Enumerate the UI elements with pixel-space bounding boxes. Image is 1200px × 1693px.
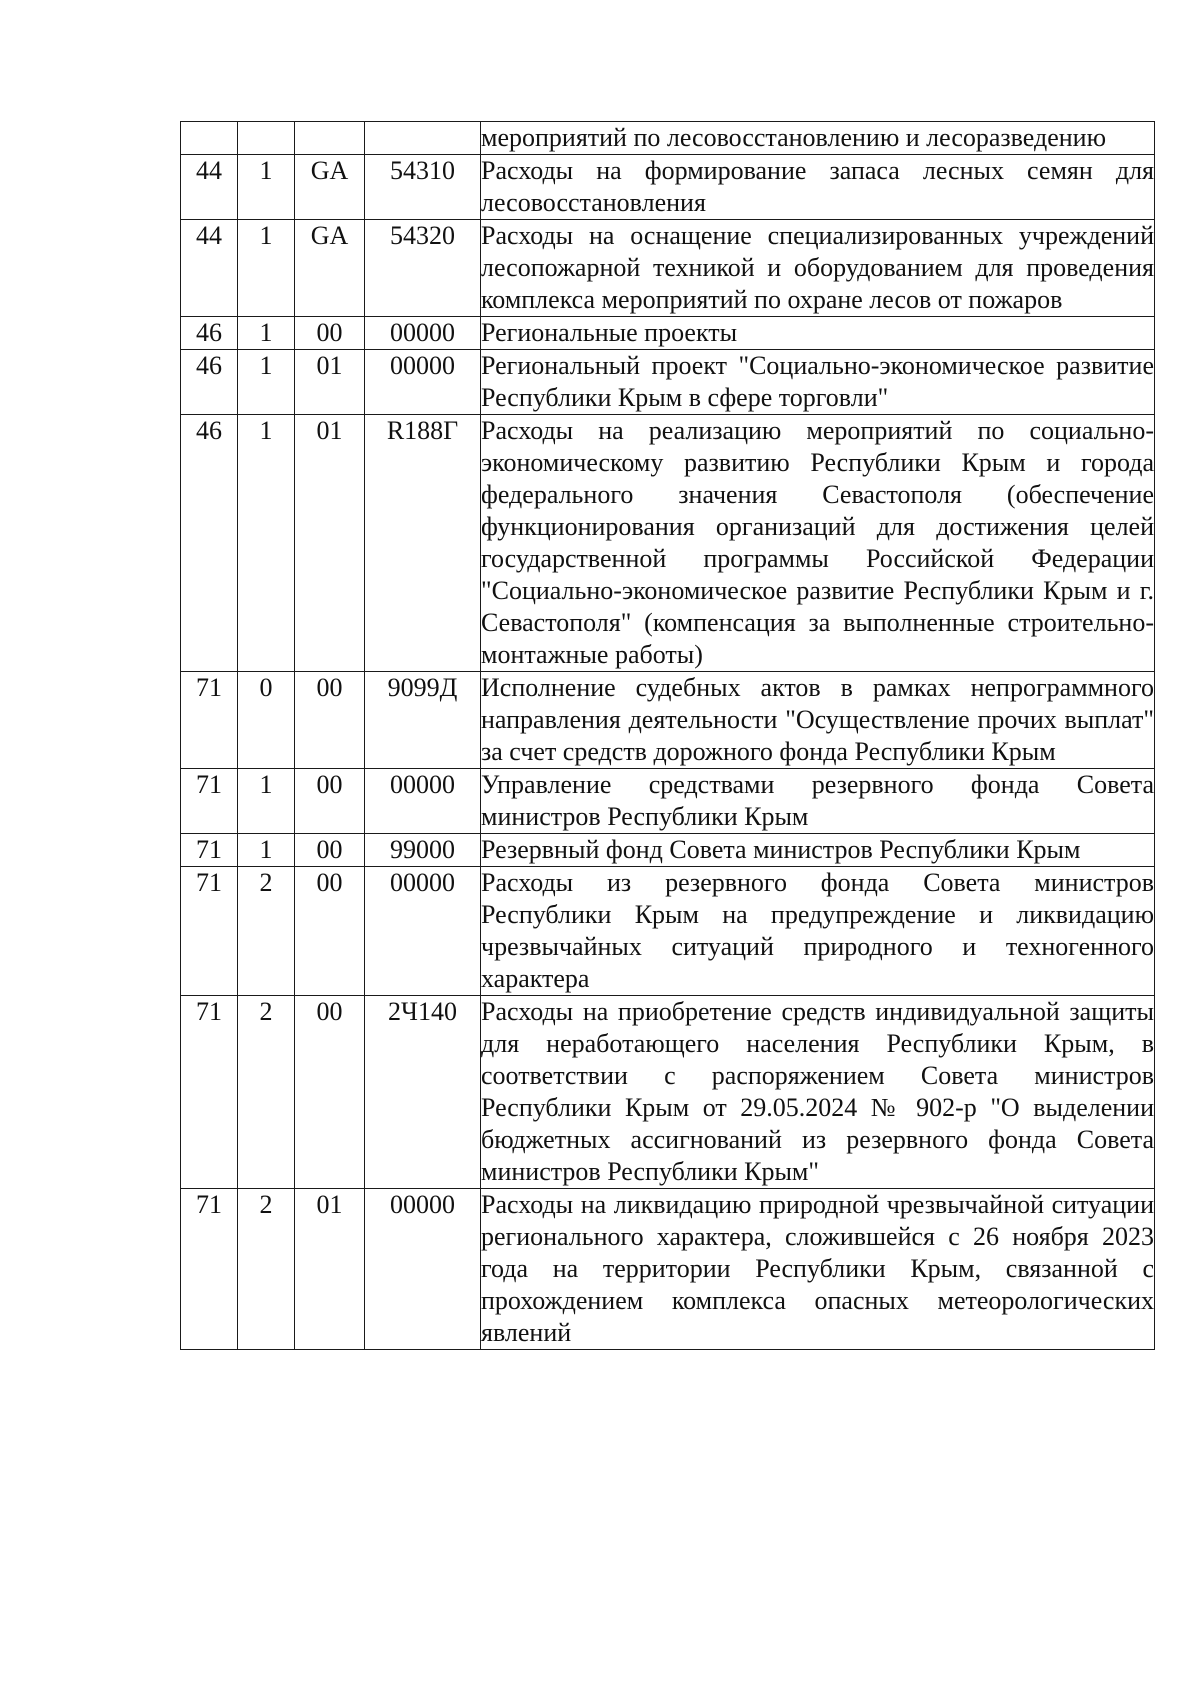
project-code-cell: 01 [295, 415, 365, 672]
program-code-cell: 71 [181, 769, 238, 834]
direction-code-cell: 00000 [365, 350, 481, 415]
subprogram-code-cell: 2 [238, 996, 295, 1189]
subprogram-code-cell: 1 [238, 834, 295, 867]
table-row [181, 996, 1155, 1189]
subprogram-code-cell: 1 [238, 220, 295, 317]
description-cell: Расходы на приобретение средств индивидуальной защиты для неработающего населения Республики Крым, в соответствии с распоряжением Совета министров Республики Крым от 29.05.2024 № 902-р "О выделении бюджетных ассигнований из резервного фонда Совета министров Республики Крым" [481, 996, 1155, 1189]
program-code-cell: 71 [181, 834, 238, 867]
program-code-cell: 44 [181, 220, 238, 317]
program-code-cell: 71 [181, 1189, 238, 1350]
project-code-cell: GA [295, 220, 365, 317]
project-code-cell: 00 [295, 317, 365, 350]
table-row [181, 155, 1155, 220]
program-code-cell [181, 122, 238, 155]
subprogram-code-cell: 1 [238, 415, 295, 672]
direction-code-cell: 2Ч140 [365, 996, 481, 1189]
description-cell: Расходы на реализацию мероприятий по социально-экономическому развитию Республики Крым и города федерального значения Севастополя (обеспечение функционирования организаций для достижения целей государственной программы Российской Федерации "Социально-экономическое развитие Республики Крым и г. Севастополя" (компенсация за выполненные строительно-монтажные работы) [481, 415, 1155, 672]
program-code-cell: 71 [181, 996, 238, 1189]
direction-code-cell: R188Г [365, 415, 481, 672]
project-code-cell: 01 [295, 1189, 365, 1350]
subprogram-code-cell: 2 [238, 867, 295, 996]
project-code-cell: 00 [295, 834, 365, 867]
description-cell: Расходы на оснащение специализированных учреждений лесопожарной техникой и оборудованием для проведения комплекса мероприятий по охране лесов от пожаров [481, 220, 1155, 317]
program-code-cell: 46 [181, 317, 238, 350]
project-code-cell: 00 [295, 672, 365, 769]
table-row [181, 867, 1155, 996]
subprogram-code-cell [238, 122, 295, 155]
direction-code-cell: 54310 [365, 155, 481, 220]
table-row [181, 415, 1155, 672]
program-code-cell: 71 [181, 867, 238, 996]
subprogram-code-cell: 0 [238, 672, 295, 769]
description-cell: Резервный фонд Совета министров Республики Крым [481, 834, 1155, 867]
description-cell: Региональный проект "Социально-экономическое развитие Республики Крым в сфере торговли" [481, 350, 1155, 415]
table-row [181, 769, 1155, 834]
direction-code-cell: 54320 [365, 220, 481, 317]
table-row [181, 220, 1155, 317]
table-row [181, 1189, 1155, 1350]
description-cell: Исполнение судебных актов в рамках непрограммного направления деятельности "Осуществление прочих выплат" за счет средств дорожного фонда Республики Крым [481, 672, 1155, 769]
subprogram-code-cell: 1 [238, 317, 295, 350]
subprogram-code-cell: 2 [238, 1189, 295, 1350]
description-cell: Региональные проекты [481, 317, 1155, 350]
program-code-cell: 46 [181, 350, 238, 415]
budget-classification-table [180, 121, 1155, 1350]
direction-code-cell: 00000 [365, 1189, 481, 1350]
direction-code-cell: 99000 [365, 834, 481, 867]
table-row [181, 672, 1155, 769]
program-code-cell: 44 [181, 155, 238, 220]
subprogram-code-cell: 1 [238, 155, 295, 220]
description-cell: Расходы на ликвидацию природной чрезвычайной ситуации регионального характера, сложившейся с 26 ноября 2023 года на территории Республики Крым, связанной с прохождением комплекса опасных метеорологических явлений [481, 1189, 1155, 1350]
description-cell: мероприятий по лесовосстановлению и лесоразведению [481, 122, 1155, 155]
subprogram-code-cell: 1 [238, 769, 295, 834]
subprogram-code-cell: 1 [238, 350, 295, 415]
project-code-cell [295, 122, 365, 155]
description-cell: Управление средствами резервного фонда Совета министров Республики Крым [481, 769, 1155, 834]
direction-code-cell: 00000 [365, 317, 481, 350]
table-row [181, 317, 1155, 350]
program-code-cell: 71 [181, 672, 238, 769]
project-code-cell: 00 [295, 996, 365, 1189]
direction-code-cell: 00000 [365, 769, 481, 834]
table-row [181, 350, 1155, 415]
program-code-cell: 46 [181, 415, 238, 672]
project-code-cell: 01 [295, 350, 365, 415]
direction-code-cell [365, 122, 481, 155]
direction-code-cell: 00000 [365, 867, 481, 996]
table-row [181, 834, 1155, 867]
project-code-cell: GA [295, 155, 365, 220]
description-cell: Расходы на формирование запаса лесных семян для лесовосстановления [481, 155, 1155, 220]
table-row [181, 122, 1155, 155]
direction-code-cell: 9099Д [365, 672, 481, 769]
project-code-cell: 00 [295, 867, 365, 996]
description-cell: Расходы из резервного фонда Совета министров Республики Крым на предупреждение и ликвидацию чрезвычайных ситуаций природного и техногенного характера [481, 867, 1155, 996]
project-code-cell: 00 [295, 769, 365, 834]
